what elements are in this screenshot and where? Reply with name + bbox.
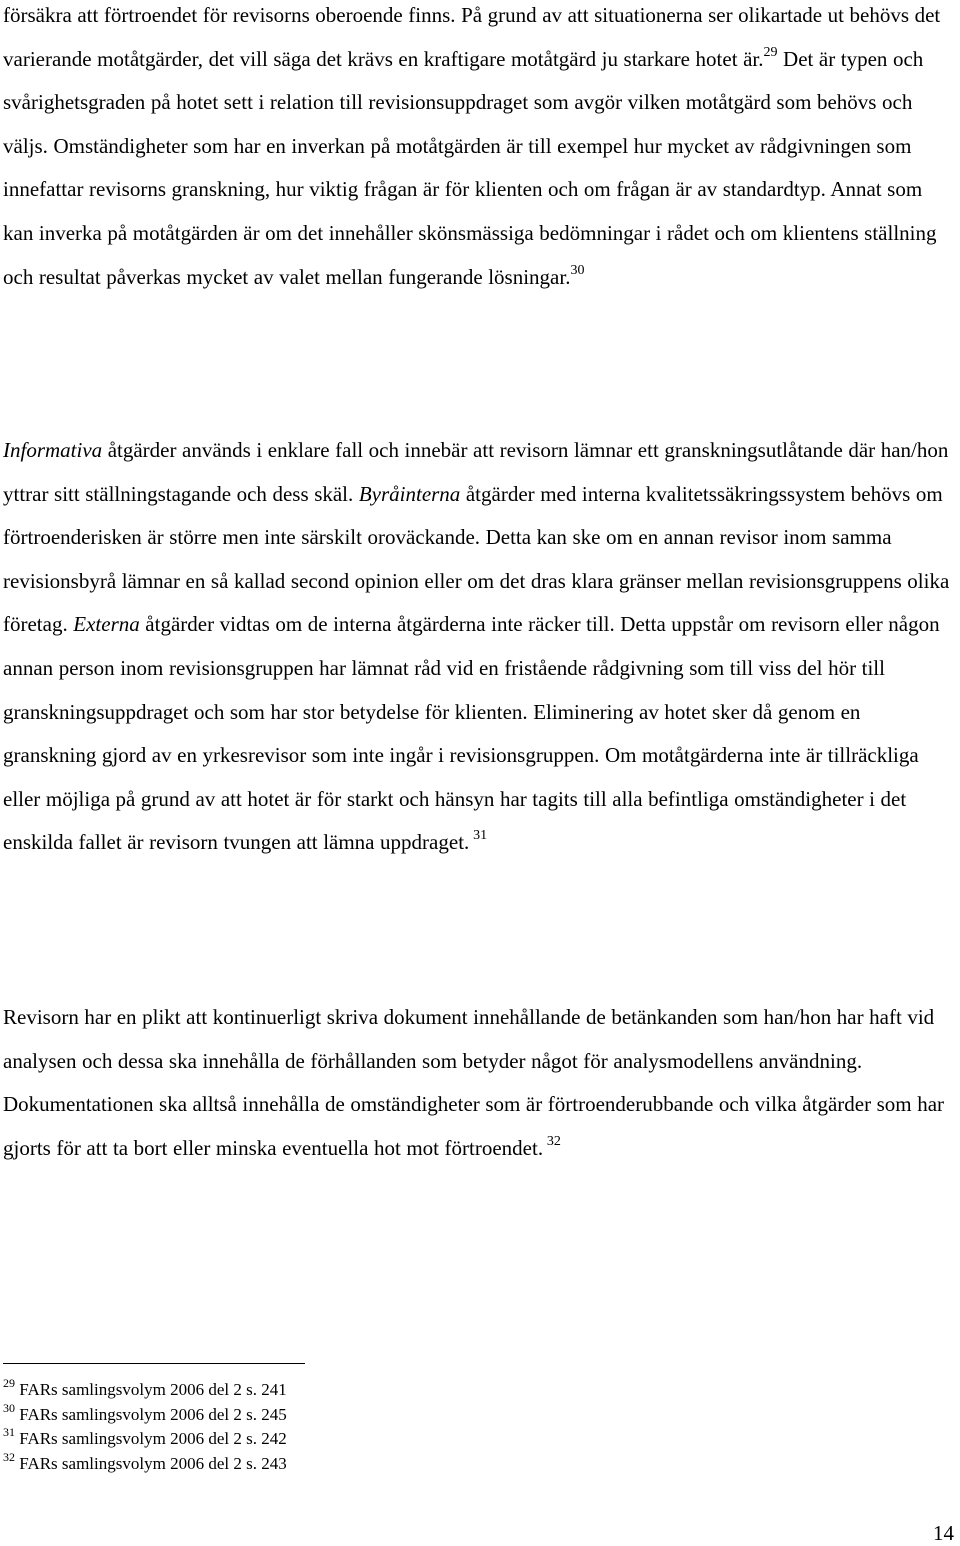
footnote-list <box>3 1378 287 1476</box>
footnote-number: 32 <box>3 1449 15 1464</box>
footnote-reference: 31 <box>469 828 488 844</box>
footnote-item <box>3 1378 287 1403</box>
footnote-text: FARs samlingsvolym 2006 del 2 s. 242 <box>19 1429 287 1448</box>
page-number: 14 <box>933 1521 954 1545</box>
paragraph-3 <box>3 996 957 1170</box>
paragraph-text: Det är typen och svårighetsgraden på hotet sett i relation till revisionsuppdraget som avgör vilken motåtgärd som behövs och väljs. Omständigheter som har en inverkan på motåtgärden är till exempel hur mycket av rådgivningen som innefattar revisorns granskning, hur viktig frågan är för klienten och om frågan är av standardtyp. Annat som kan inverka på motåtgärden är om det innehåller skönsmässiga bedömningar i rådet och om klientens ställning och resultat påverkas mycket av valet mellan fungerande lösningar. <box>3 46 937 289</box>
footnote-item <box>3 1427 287 1452</box>
footnote-item <box>3 1449 287 1477</box>
paragraph-2 <box>3 429 957 865</box>
emphasis-term: Externa <box>73 612 140 637</box>
footnote-number: 31 <box>3 1425 15 1440</box>
footnote-reference: 30 <box>570 262 585 278</box>
footnote-text: FARs samlingsvolym 2006 del 2 s. 243 <box>19 1453 287 1473</box>
paragraph-text: åtgärder vidtas om de interna åtgärderna inte räcker till. Detta uppstår om revisorn eller någon annan person inom revisionsgruppen har lämnat råd vid en fristående rådgivning som till viss del hör till granskningsuppdraget och som har stor betydelse för klienten. Eliminering av hotet sker då genom en granskning gjord av en yrkesrevisor som inte ingår i revisionsgruppen. Om motåtgärderna inte är tillräckliga eller möjliga på grund av att hotet är för starkt och hänsyn har tagits till alla befintliga omständigheter i det enskilda fallet är revisorn tvungen att lämna uppdraget. <box>3 612 940 855</box>
footnote-text: FARs samlingsvolym 2006 del 2 s. 245 <box>19 1404 287 1424</box>
footnote-number: 29 <box>3 1376 15 1391</box>
footnote-reference: 32 <box>543 1133 561 1149</box>
paragraph-text: åtgärder används i enklare fall och innebär att revisorn lämnar ett granskningsutlåtande där han/hon yttrar sitt ställningstagande och dess skäl. <box>3 438 949 506</box>
paragraph-text: Revisorn har en plikt att kontinuerligt skriva dokument innehållande de betänkanden som han/hon har haft vid analysen och dessa ska innehålla de förhållanden som betyder något för analysmodellens användning. Dokumentationen ska alltså innehålla de omständigheter som är förtroenderubbande och vilka åtgärder som har gjorts för att ta bort eller minska eventuella hot mot förtroendet. <box>3 1005 945 1160</box>
footnote-separator <box>3 1363 305 1364</box>
footnote-item <box>3 1400 287 1428</box>
emphasis-term: Informativa <box>3 438 103 462</box>
emphasis-term: Byråinterna <box>358 481 461 506</box>
footnote-number: 30 <box>3 1400 15 1415</box>
footnote-text: FARs samlingsvolym 2006 del 2 s. 241 <box>19 1380 287 1399</box>
paragraph-text: försäkra att förtroendet för revisorns oberoende finns. På grund av att situationerna ser olikartade ut behövs det varierande motåtgärder, det vill säga det krävs en kraftigare motåtgärd ju starkare hotet är. <box>3 3 941 71</box>
paragraph-1 <box>3 0 957 299</box>
footnote-reference: 29 <box>763 44 778 60</box>
paragraph-text: åtgärder med interna kvalitetssäkringssystem behövs om förtroenderisken är större men inte särskilt oroväckande. Detta kan ske om en annan revisor inom samma revisionsbyrå lämnar en så kallad second opinion eller om det dras klara gränser mellan revisionsgruppens olika företag. <box>3 481 950 637</box>
